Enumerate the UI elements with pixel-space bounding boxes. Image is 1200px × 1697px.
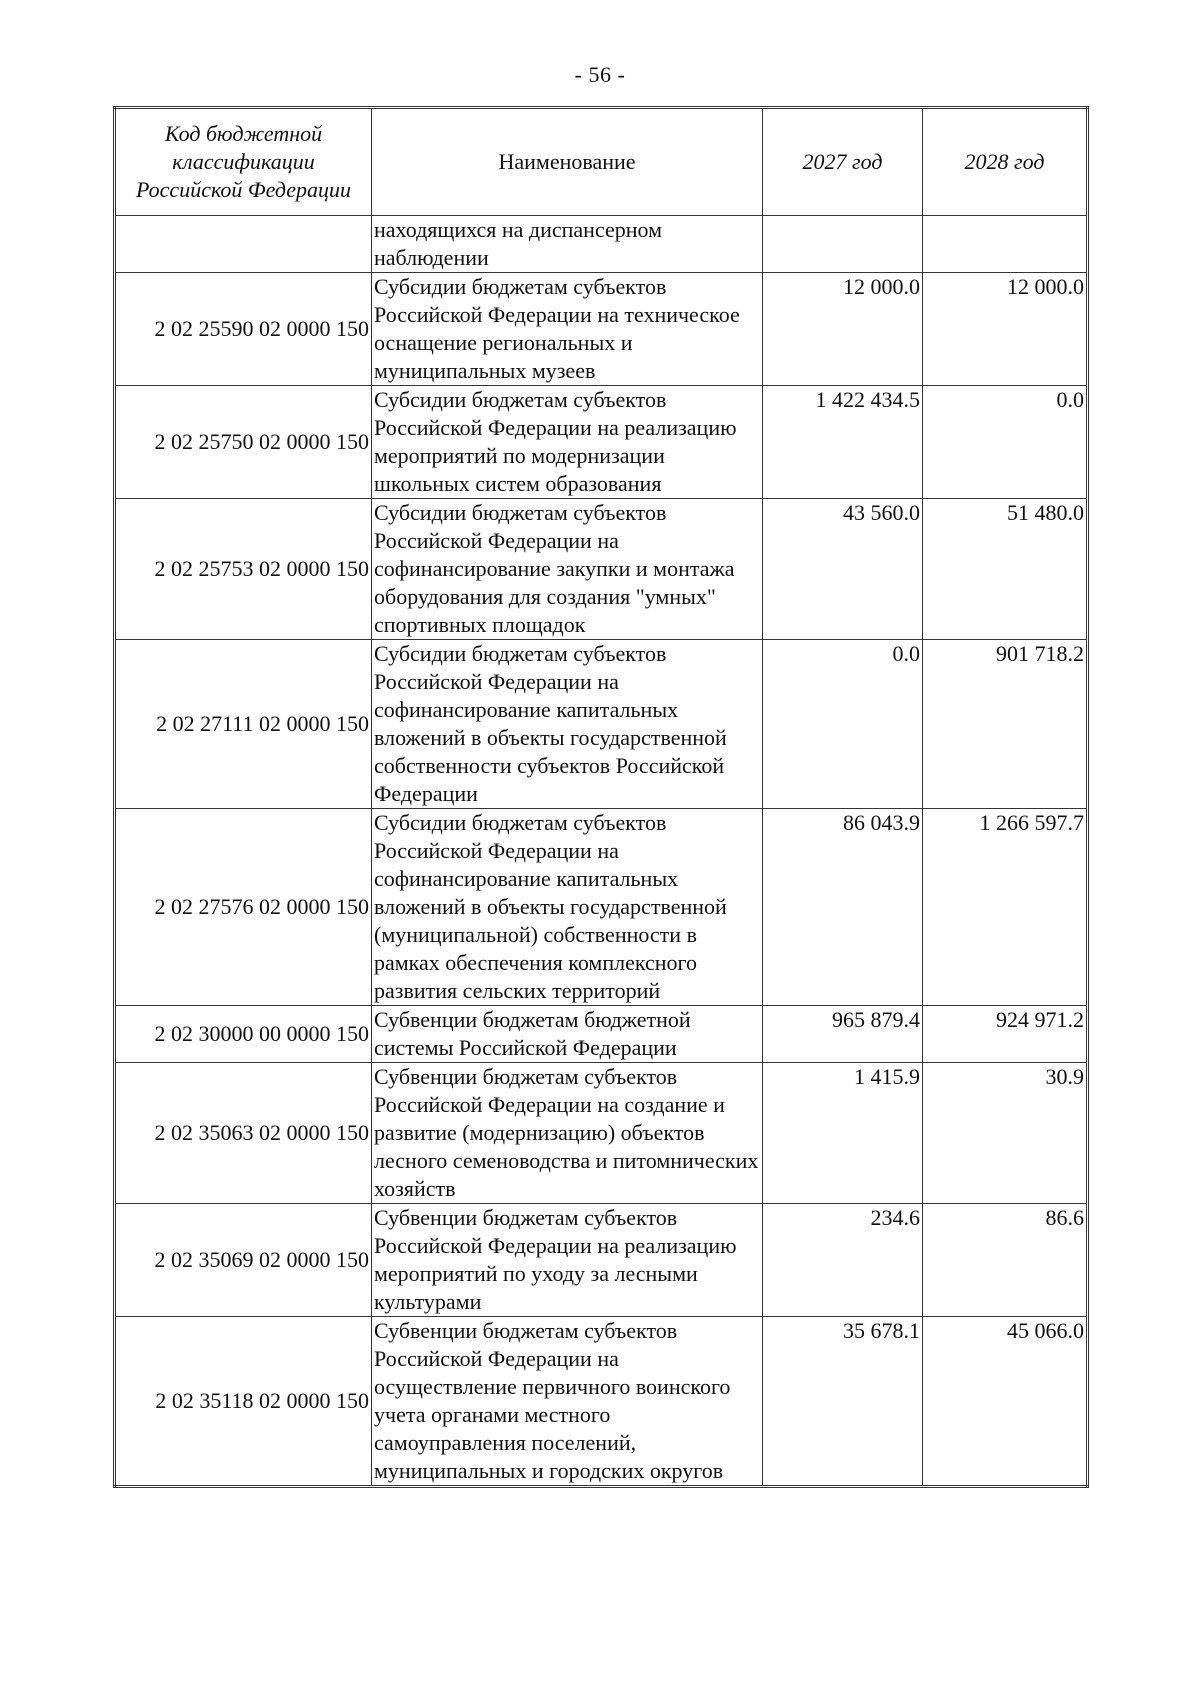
row-2027-value: 965 879.4 — [763, 1006, 923, 1063]
row-2027-value: 0.0 — [763, 640, 923, 809]
table-row — [115, 1063, 1088, 1204]
row-2028-value: 30.9 — [923, 1063, 1088, 1204]
header-code: Код бюджетной классификации Российской Федерации — [115, 108, 372, 216]
row-2028-value: 1 266 597.7 — [923, 809, 1088, 1006]
row-name: Субсидии бюджетам субъектов Российской Федерации на реализацию мероприятий по модернизации школьных систем образования — [372, 386, 763, 499]
row-2027-value: 35 678.1 — [763, 1317, 923, 1487]
table-row — [115, 386, 1088, 499]
table-row — [115, 499, 1088, 640]
row-code — [115, 216, 372, 273]
header-year-2028: 2028 год — [923, 108, 1088, 216]
page-number: - 56 - — [574, 62, 626, 87]
table-row — [115, 1006, 1088, 1063]
row-2027-value: 234.6 — [763, 1204, 923, 1317]
row-name: Субвенции бюджетам субъектов Российской Федерации на реализацию мероприятий по уходу за лесными культурами — [372, 1204, 763, 1317]
row-code: 2 02 30000 00 0000 150 — [115, 1006, 372, 1063]
row-code: 2 02 35118 02 0000 150 — [115, 1317, 372, 1487]
row-code: 2 02 25590 02 0000 150 — [115, 273, 372, 386]
row-2028-value: 86.6 — [923, 1204, 1088, 1317]
row-name: Субсидии бюджетам субъектов Российской Федерации на софинансирование капитальных вложений в объекты государственной (муниципальной) собственности в рамках обеспечения комплексного развития сельских территорий — [372, 809, 763, 1006]
header-year-2027: 2027 год — [763, 108, 923, 216]
row-code: 2 02 25750 02 0000 150 — [115, 386, 372, 499]
row-2027-value: 86 043.9 — [763, 809, 923, 1006]
table-row — [115, 216, 1088, 273]
row-2028-value: 12 000.0 — [923, 273, 1088, 386]
table-row — [115, 1317, 1088, 1487]
row-2028-value: 45 066.0 — [923, 1317, 1088, 1487]
table-row — [115, 640, 1088, 809]
row-2027-value: 12 000.0 — [763, 273, 923, 386]
row-2027-value — [763, 216, 923, 273]
table-row — [115, 1204, 1088, 1317]
budget-table — [113, 106, 1089, 1488]
row-name: Субсидии бюджетам субъектов Российской Федерации на софинансирование капитальных вложений в объекты государственной собственности субъектов Российской Федерации — [372, 640, 763, 809]
table-row — [115, 273, 1088, 386]
row-2028-value: 0.0 — [923, 386, 1088, 499]
row-code: 2 02 27111 02 0000 150 — [115, 640, 372, 809]
row-name: Субсидии бюджетам субъектов Российской Федерации на софинансирование закупки и монтажа оборудования для создания "умных" спортивных площадок — [372, 499, 763, 640]
table-header-row — [115, 108, 1088, 216]
row-2028-value: 51 480.0 — [923, 499, 1088, 640]
row-2027-value: 1 422 434.5 — [763, 386, 923, 499]
row-name: Субвенции бюджетам субъектов Российской Федерации на создание и развитие (модернизацию) объектов лесного семеноводства и питомнических хозяйств — [372, 1063, 763, 1204]
row-name: находящихся на диспансерном наблюдении — [372, 216, 763, 273]
row-2028-value: 901 718.2 — [923, 640, 1088, 809]
row-2028-value: 924 971.2 — [923, 1006, 1088, 1063]
row-2027-value: 1 415.9 — [763, 1063, 923, 1204]
row-code: 2 02 25753 02 0000 150 — [115, 499, 372, 640]
row-name: Субвенции бюджетам субъектов Российской Федерации на осуществление первичного воинского учета органами местного самоуправления поселений, муниципальных и городских округов — [372, 1317, 763, 1487]
row-name: Субвенции бюджетам бюджетной системы Российской Федерации — [372, 1006, 763, 1063]
row-code: 2 02 27576 02 0000 150 — [115, 809, 372, 1006]
row-2027-value: 43 560.0 — [763, 499, 923, 640]
row-2028-value — [923, 216, 1088, 273]
row-code: 2 02 35069 02 0000 150 — [115, 1204, 372, 1317]
table-row — [115, 809, 1088, 1006]
header-name: Наименование — [372, 108, 763, 216]
row-code: 2 02 35063 02 0000 150 — [115, 1063, 372, 1204]
row-name: Субсидии бюджетам субъектов Российской Федерации на техническое оснащение региональных и муниципальных музеев — [372, 273, 763, 386]
